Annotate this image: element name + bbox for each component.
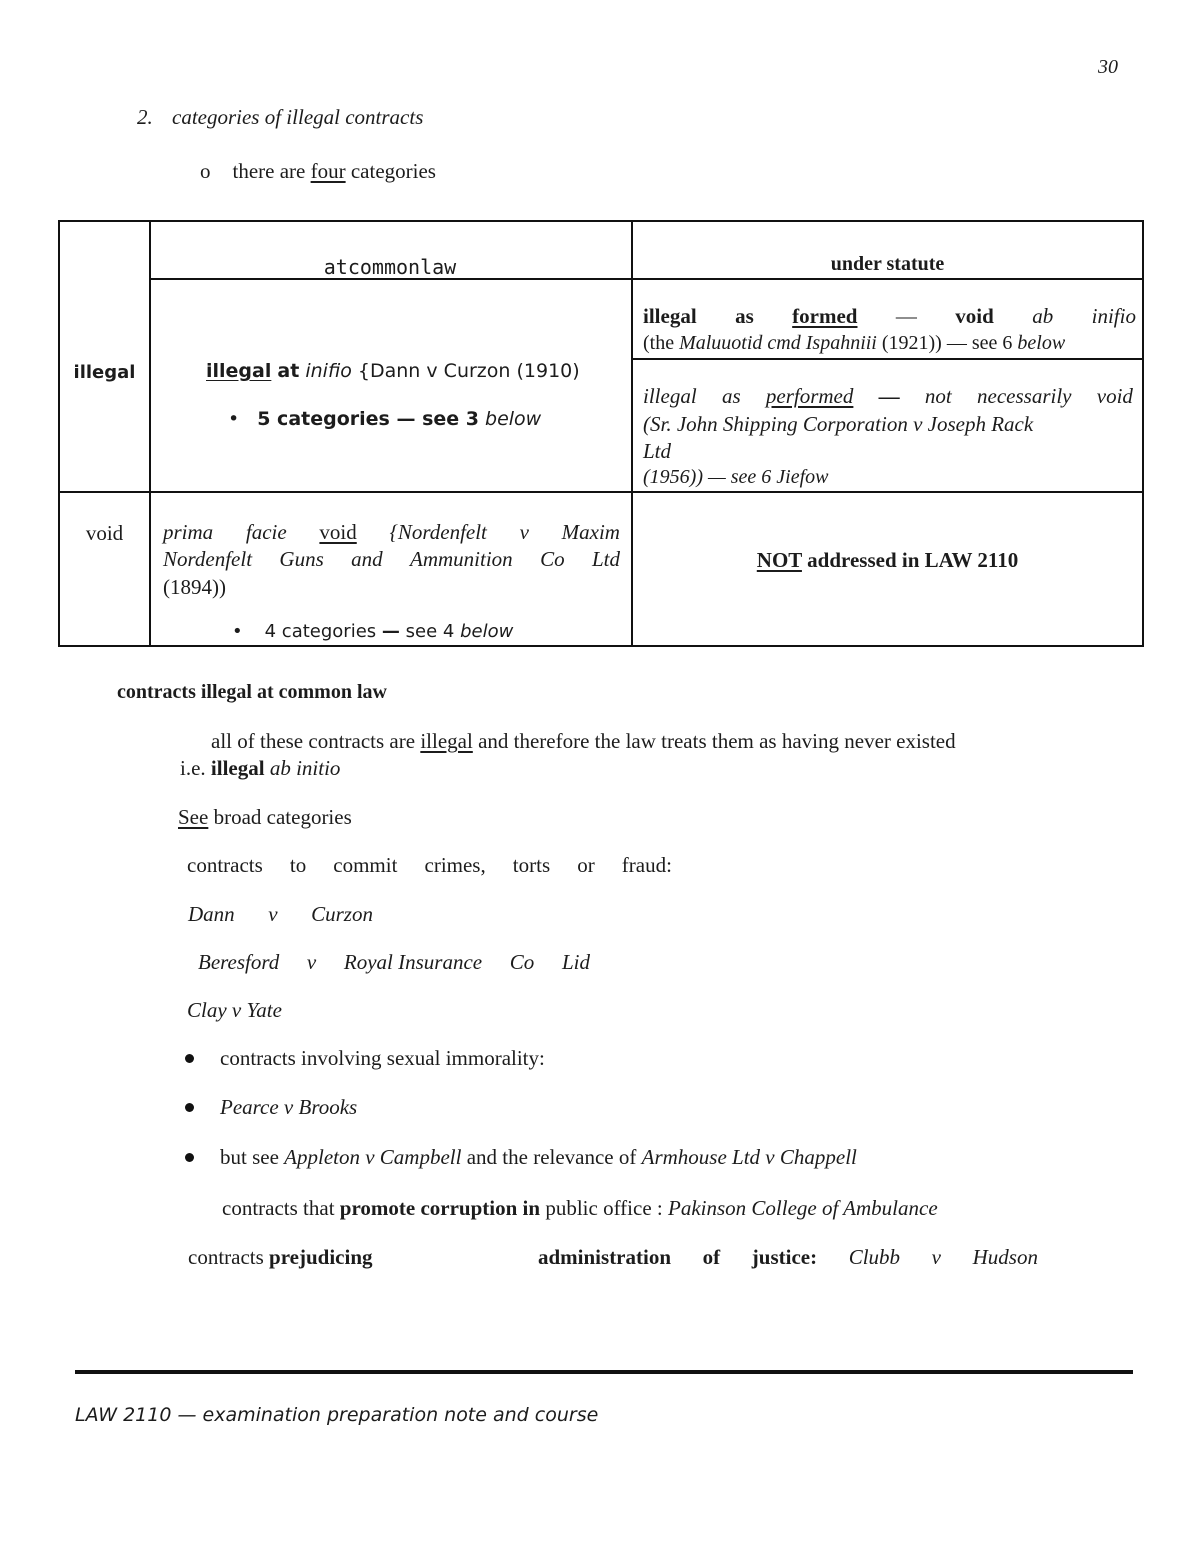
word: void	[1096, 384, 1133, 408]
bullet-text: 4 categories	[264, 621, 377, 642]
common-void-line1	[163, 520, 620, 545]
table-divider	[631, 222, 633, 645]
case-clay-yate: Clay v Yate	[187, 998, 282, 1022]
word: not	[924, 384, 952, 408]
word: prima	[163, 520, 214, 544]
word: Nordenfelt	[163, 547, 253, 571]
section-title: categories of illegal contracts	[172, 105, 424, 129]
word: and	[351, 547, 383, 571]
paragraph-line-2	[180, 756, 340, 781]
word: justice:	[751, 1245, 818, 1269]
word: v	[306, 950, 317, 974]
text: i.e.	[180, 756, 206, 780]
statute-performed-case: (Sr. John Shipping Corporation v Joseph Rack	[643, 412, 1034, 436]
paragraph-line-1	[211, 729, 956, 754]
word: to	[289, 853, 307, 877]
word: illegal	[643, 384, 697, 408]
intro-text: there are	[232, 159, 306, 183]
text: (the	[643, 332, 675, 354]
word: Co	[509, 950, 535, 974]
word: of	[702, 1245, 721, 1269]
word: necessarily	[977, 384, 1072, 408]
word: or	[577, 853, 595, 877]
text-at: at	[277, 360, 300, 382]
section-number: 2.	[137, 105, 153, 129]
formed-underlined: formed	[792, 304, 858, 328]
word: Clubb	[848, 1245, 901, 1269]
word: contracts	[187, 853, 263, 877]
word: inifio	[1091, 304, 1136, 328]
word: crimes,	[424, 853, 486, 877]
crimes-line	[187, 853, 672, 878]
word: —	[878, 384, 900, 408]
common-void-line2	[163, 547, 620, 572]
case-name: Appleton v Campbell	[284, 1145, 462, 1169]
case-dann-curzon	[188, 902, 373, 927]
bullet-dash: —	[381, 621, 400, 642]
categories-table	[58, 220, 1144, 647]
word: Curzon	[311, 902, 373, 926]
illegal-bold: illegal	[210, 756, 265, 780]
word: Royal Insurance	[343, 950, 483, 974]
common-void-bullet	[232, 621, 513, 642]
list-marker: o	[200, 159, 211, 183]
bullet-emphasis: below	[460, 621, 514, 642]
statute-performed-case-cont: Ltd	[643, 439, 672, 463]
word: administration	[538, 1245, 672, 1269]
table-divider	[149, 222, 151, 645]
case-citation: {Dann v Curzon (1910)	[357, 360, 580, 382]
section-heading	[137, 105, 423, 130]
word: Hudson	[972, 1245, 1038, 1269]
word: commit	[333, 853, 398, 877]
text: all of these contracts are	[211, 729, 416, 753]
bullet-item-2	[185, 1095, 357, 1120]
see-line	[178, 805, 352, 830]
bullet-item-3	[185, 1145, 857, 1170]
header-under-statute: under statute	[830, 253, 945, 275]
bullet-icon: •	[228, 408, 240, 430]
footer-rule	[75, 1370, 1133, 1374]
illegal-underlined: illegal	[206, 360, 272, 382]
statute-void-cell	[631, 548, 1144, 573]
row-label-void: void	[85, 521, 124, 545]
footer-text: LAW 2110 — examination preparation note and course	[75, 1404, 599, 1426]
word: Dann	[188, 902, 235, 926]
common-illegal-bullet	[228, 408, 541, 430]
word: facie	[245, 520, 287, 544]
text: (1921)) — see 6	[881, 332, 1013, 354]
common-illegal-line	[206, 360, 580, 382]
word: as	[721, 384, 741, 408]
table-divider	[631, 358, 1142, 360]
text: public office :	[545, 1196, 663, 1220]
illegal-underlined: illegal	[420, 729, 473, 753]
prejudicing-line-cont	[538, 1245, 1038, 1270]
header-common-law: atcommonlaw	[323, 255, 457, 279]
text: contracts that	[222, 1196, 335, 1220]
void-underlined: void	[319, 520, 357, 544]
statute-void-text: addressed in LAW 2110	[807, 548, 1019, 572]
statute-performed-line	[643, 384, 1133, 409]
word: —	[895, 304, 917, 328]
word: Lid	[561, 950, 590, 974]
bullet-text: Pearce v Brooks	[220, 1095, 358, 1119]
common-void-line3: (1894))	[163, 575, 226, 599]
bullet-emphasis: below	[485, 408, 542, 430]
word: Co	[540, 547, 565, 571]
see-underlined: See	[178, 805, 209, 829]
case-name: Maluuotid cmd Ispahniii	[679, 332, 877, 354]
word: ab	[1032, 304, 1054, 328]
word: as	[735, 304, 754, 328]
bullet-icon	[185, 1054, 194, 1063]
case-name: Pakinson College of Ambulance	[668, 1196, 938, 1220]
bullet-text: see 4	[405, 621, 455, 642]
statute-performed-ref: (1956)) — see 6 Jiefow	[643, 466, 829, 488]
word: Beresford	[198, 950, 280, 974]
text: and the relevance of	[466, 1145, 637, 1169]
case-name: Armhouse Ltd v Chappell	[641, 1145, 857, 1169]
prejudicing-line	[188, 1245, 373, 1270]
intro-emphasis: four	[310, 159, 346, 183]
word: Ammunition	[410, 547, 513, 571]
case-beresford	[198, 950, 590, 975]
word: v	[931, 1245, 941, 1269]
table-divider	[60, 491, 1142, 493]
word: torts	[512, 853, 551, 877]
word: {Nordenfelt	[389, 520, 487, 544]
word: Maxim	[561, 520, 620, 544]
performed-underlined: performed	[765, 384, 854, 408]
bullet-icon	[185, 1153, 194, 1162]
word: v	[268, 902, 278, 926]
intro-line	[200, 159, 436, 184]
text: contracts	[188, 1245, 264, 1269]
page-number: 30	[1098, 56, 1118, 78]
bullet-text: 5 categories — see 3	[257, 408, 479, 430]
bullet-icon: •	[232, 621, 243, 642]
word: fraud:	[621, 853, 672, 877]
word: v	[519, 520, 529, 544]
word: Guns	[279, 547, 324, 571]
bold-text: promote corruption in	[339, 1196, 541, 1220]
not-underlined: NOT	[756, 548, 802, 572]
bold-text: prejudicing	[269, 1245, 373, 1269]
word: Ltd	[591, 547, 620, 571]
row-label-illegal: illegal	[73, 362, 136, 383]
text: broad categories	[213, 805, 352, 829]
text-below: below	[1017, 332, 1066, 354]
text-inifio: inifio	[305, 360, 352, 382]
word: void	[955, 304, 994, 328]
bullet-text: contracts involving sexual immorality:	[220, 1046, 545, 1070]
bullet-icon	[185, 1103, 194, 1112]
contracts-heading: contracts illegal at common law	[117, 681, 387, 703]
ab-initio: ab initio	[269, 756, 341, 780]
bullet-item-1	[185, 1046, 545, 1071]
word: illegal	[643, 304, 697, 328]
corruption-line	[222, 1196, 938, 1221]
statute-formed-line	[643, 304, 1136, 329]
text: but see	[220, 1145, 279, 1169]
statute-formed-case	[643, 332, 1065, 355]
text: and therefore the law treats them as having never existed	[478, 729, 956, 753]
intro-text-end: categories	[350, 159, 436, 183]
